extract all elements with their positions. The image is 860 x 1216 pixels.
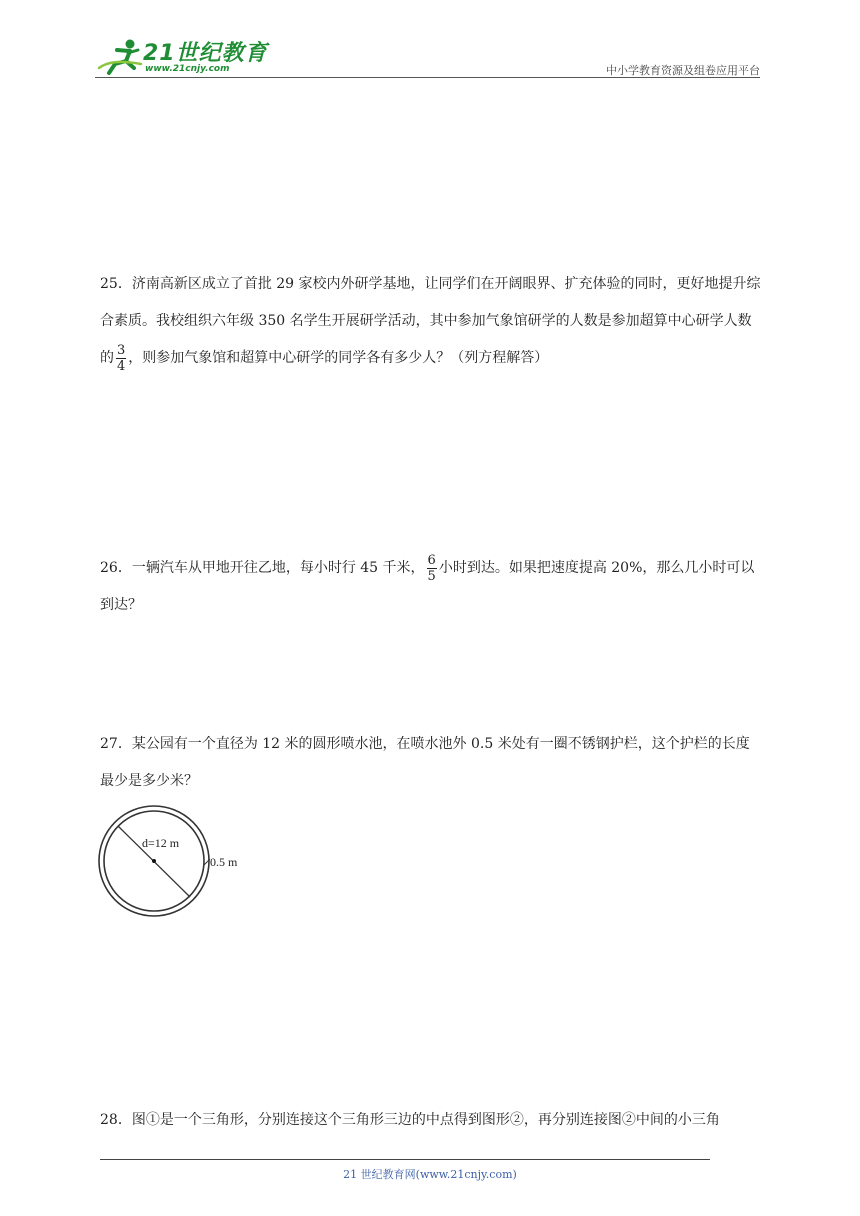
question-number: 25． [100, 276, 132, 292]
fountain-figure [97, 803, 257, 921]
fraction [116, 343, 126, 374]
fraction [427, 553, 437, 584]
question-number: 26． [100, 560, 132, 576]
page-header [95, 34, 760, 78]
footer-divider [100, 1159, 710, 1160]
fraction-denominator: 4 [117, 358, 126, 374]
platform-name: 中小学教育资源及组卷应用平台 [606, 64, 760, 77]
question-text: 济南高新区成立了首批 29 家校内外研学基地，让同学们在开阔眼界、扩充体验的同时，更好地提升综合素质。我校组织六年级 350 名学生开展研学活动，其中参加气象馆研学的人数是参加超算中心研学人数的 [100, 276, 761, 366]
fraction-denominator: 5 [427, 568, 436, 584]
question-26 [100, 550, 762, 624]
question-27 [100, 726, 762, 800]
question-25 [100, 266, 762, 377]
question-number: 27． [100, 736, 132, 752]
runner-logo-icon [97, 38, 143, 76]
footer-text: 21 世纪教育网(www.21cnjy.com) [343, 1168, 517, 1181]
header-divider [95, 77, 760, 78]
question-28 [100, 1102, 762, 1139]
question-text: ，则参加气象馆和超算中心研学的同学各有多少人？（列方程解答） [128, 350, 549, 366]
question-text: 某公园有一个直径为 12 米的圆形喷水池，在喷水池外 0.5 米处有一圈不锈钢护栏，这个护栏的长度最少是多少米？ [100, 736, 750, 789]
question-text: 一辆汽车从甲地开往乙地，每小时行 45 千米， [131, 560, 425, 576]
question-text: 图①是一个三角形，分别连接这个三角形三边的中点得到图形②，再分别连接图②中间的小三角 [131, 1112, 720, 1128]
site-logo [95, 34, 268, 78]
logo-url: www.21cnjy.com [145, 64, 230, 74]
diameter-label: d=12 m [142, 836, 180, 850]
fraction-numerator: 6 [427, 552, 436, 568]
question-text: 小时到达。如果把速度提高 20%，那么几小时可以到达？ [100, 560, 755, 613]
logo-text: 21世纪教育 [143, 41, 268, 66]
question-number: 28． [100, 1112, 132, 1128]
fraction-numerator: 3 [117, 342, 126, 358]
gap-label: 0.5 m [210, 855, 238, 869]
